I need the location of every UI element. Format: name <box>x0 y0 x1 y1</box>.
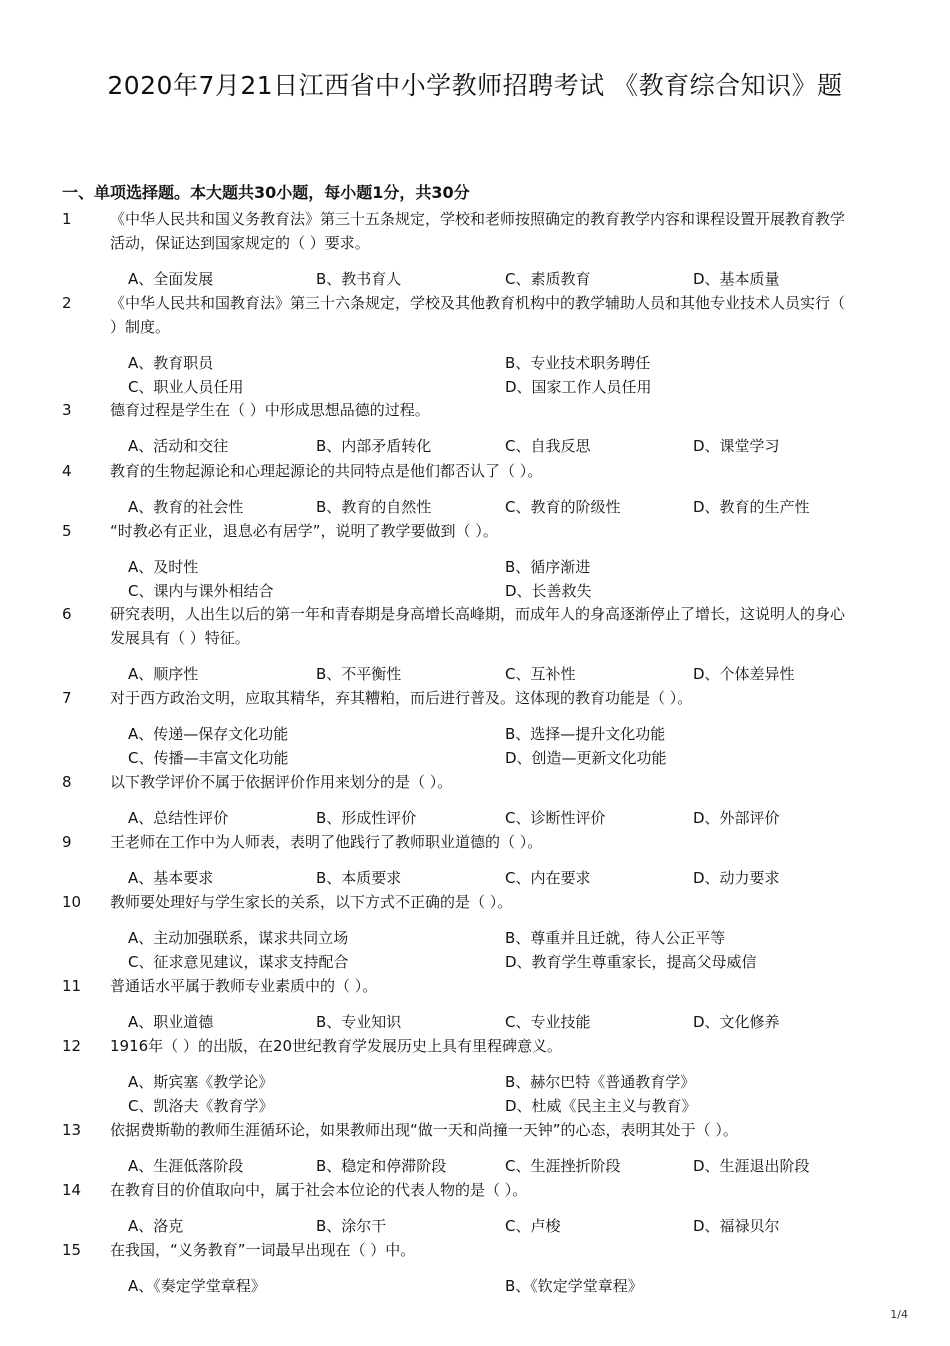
option-d: D、福禄贝尔 <box>693 1217 780 1235</box>
option-d: D、动力要求 <box>693 869 780 887</box>
question-text: 以下教学评价不属于依据评价作用来划分的是（ ）。 <box>110 773 453 791</box>
option-b: B、不平衡性 <box>316 665 402 683</box>
option-c: C、素质教育 <box>505 270 591 288</box>
question-number: 13 <box>62 1121 82 1139</box>
option-d: D、长善救失 <box>505 582 592 600</box>
question-number: 15 <box>62 1241 82 1259</box>
section-heading: 一、单项选择题。本大题共30小题，每小题1分，共30分 <box>62 183 470 202</box>
option-a: A、活动和交往 <box>128 437 229 455</box>
option-a: A、及时性 <box>128 558 199 576</box>
option-b: B、教书育人 <box>316 270 402 288</box>
option-a: A、职业道德 <box>128 1013 214 1031</box>
option-b: B、选择—提升文化功能 <box>505 725 666 743</box>
option-d: D、教育学生尊重家长，提高父母威信 <box>505 953 757 971</box>
question-text: 普通话水平属于教师专业素质中的（ ）。 <box>110 977 378 995</box>
question-text: 教师要处理好与学生家长的关系，以下方式不正确的是（ ）。 <box>110 893 513 911</box>
option-a: A、《奏定学堂章程》 <box>128 1277 266 1295</box>
option-b: B、专业技术职务聘任 <box>505 354 651 372</box>
question-number: 1 <box>62 210 72 228</box>
question-text: 对于西方政治文明，应取其精华，弃其糟粕，而后进行普及。这体现的教育功能是（ ）。 <box>110 689 693 707</box>
option-a: A、生涯低落阶段 <box>128 1157 244 1175</box>
option-b: B、形成性评价 <box>316 809 417 827</box>
question-number: 4 <box>62 462 72 480</box>
option-c: C、自我反思 <box>505 437 591 455</box>
question-number: 6 <box>62 605 72 623</box>
option-b: B、赫尔巴特《普通教育学》 <box>505 1073 696 1091</box>
question-number: 14 <box>62 1181 82 1199</box>
option-c: C、课内与课外相结合 <box>128 582 274 600</box>
option-b: B、稳定和停滞阶段 <box>316 1157 447 1175</box>
option-d: D、基本质量 <box>693 270 780 288</box>
question-number: 9 <box>62 833 72 851</box>
option-d: D、外部评价 <box>693 809 780 827</box>
question-number: 7 <box>62 689 72 707</box>
option-a: A、基本要求 <box>128 869 214 887</box>
question-text: 《中华人民共和国教育法》第三十六条规定，学校及其他教育机构中的教学辅助人员和其他专业技术人员实行（ ）制度。 <box>110 294 846 336</box>
option-c: C、教育的阶级性 <box>505 498 621 516</box>
option-c: C、专业技能 <box>505 1013 591 1031</box>
option-d: D、国家工作人员任用 <box>505 378 652 396</box>
option-b: B、《钦定学堂章程》 <box>505 1277 643 1295</box>
question-text: 依据费斯勒的教师生涯循环论，如果教师出现“做一天和尚撞一天钟”的心态，表明其处于（ ）。 <box>110 1121 738 1139</box>
question-number: 8 <box>62 773 72 791</box>
option-b: B、本质要求 <box>316 869 402 887</box>
option-d: D、课堂学习 <box>693 437 780 455</box>
option-a: A、教育职员 <box>128 354 214 372</box>
option-b: B、教育的自然性 <box>316 498 432 516</box>
option-c: C、内在要求 <box>505 869 591 887</box>
option-d: D、教育的生产性 <box>693 498 810 516</box>
option-d: D、文化修养 <box>693 1013 780 1031</box>
question-number: 2 <box>62 294 72 312</box>
option-d: D、生涯退出阶段 <box>693 1157 810 1175</box>
question-text: 在教育目的价值取向中，属于社会本位论的代表人物的是（ ）。 <box>110 1181 528 1199</box>
option-c: C、生涯挫折阶段 <box>505 1157 621 1175</box>
option-a: A、主动加强联系，谋求共同立场 <box>128 929 349 947</box>
option-c: C、诊断性评价 <box>505 809 606 827</box>
question-number: 11 <box>62 977 82 995</box>
question-text: 王老师在工作中为人师表，表明了他践行了教师职业道德的（ ）。 <box>110 833 543 851</box>
option-b: B、循序渐进 <box>505 558 591 576</box>
option-a: A、教育的社会性 <box>128 498 244 516</box>
question-text: “时教必有正业，退息必有居学”，说明了教学要做到（ ）。 <box>110 522 498 540</box>
question-text: 教育的生物起源论和心理起源论的共同特点是他们都否认了（ ）。 <box>110 462 543 480</box>
option-b: B、内部矛盾转化 <box>316 437 432 455</box>
option-c: C、传播—丰富文化功能 <box>128 749 289 767</box>
option-c: C、卢梭 <box>505 1217 561 1235</box>
option-c: C、职业人员任用 <box>128 378 244 396</box>
question-text: 1916年（ ）的出版，在20世纪教育学发展历史上具有里程碑意义。 <box>110 1037 563 1055</box>
page-number: 1/4 <box>890 1308 908 1321</box>
option-a: A、顺序性 <box>128 665 199 683</box>
option-c: C、互补性 <box>505 665 576 683</box>
option-d: D、创造—更新文化功能 <box>505 749 667 767</box>
question-number: 5 <box>62 522 72 540</box>
option-d: D、杜威《民主主义与教育》 <box>505 1097 697 1115</box>
option-c: C、凯洛夫《教育学》 <box>128 1097 274 1115</box>
question-text: 研究表明，人出生以后的第一年和青春期是身高增长高峰期，而成年人的身高逐渐停止了增长，这说明人的身心发展具有（ ）特征。 <box>110 605 846 647</box>
option-c: C、征求意见建议，谋求支持配合 <box>128 953 349 971</box>
option-b: B、专业知识 <box>316 1013 402 1031</box>
option-a: A、斯宾塞《教学论》 <box>128 1073 274 1091</box>
question-text: 《中华人民共和国义务教育法》第三十五条规定，学校和老师按照确定的教育教学内容和课程设置开展教育教学活动，保证达到国家规定的（ ）要求。 <box>110 210 846 252</box>
question-number: 10 <box>62 893 82 911</box>
option-b: B、尊重并且迁就，待人公正平等 <box>505 929 726 947</box>
option-a: A、洛克 <box>128 1217 184 1235</box>
question-text: 德育过程是学生在（ ）中形成思想品德的过程。 <box>110 401 430 419</box>
question-number: 3 <box>62 401 72 419</box>
option-a: A、总结性评价 <box>128 809 229 827</box>
option-a: A、传递—保存文化功能 <box>128 725 289 743</box>
option-a: A、全面发展 <box>128 270 214 288</box>
page-title: 2020年7月21日江西省中小学教师招聘考试 《教育综合知识》题 <box>107 71 843 100</box>
option-d: D、个体差异性 <box>693 665 795 683</box>
option-b: B、涂尔干 <box>316 1217 387 1235</box>
question-number: 12 <box>62 1037 82 1055</box>
question-text: 在我国，“义务教育”一词最早出现在（ ）中。 <box>110 1241 416 1259</box>
